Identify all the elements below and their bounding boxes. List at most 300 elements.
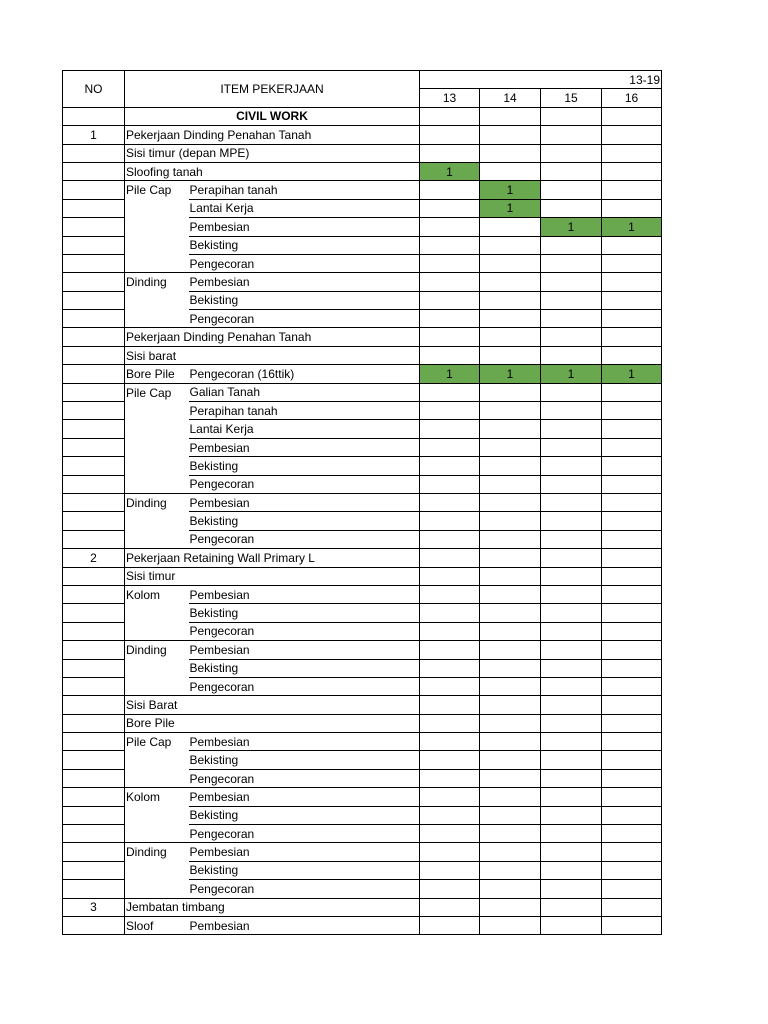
week-cell: [541, 438, 602, 456]
no-cell: [63, 585, 125, 603]
week-cell: [602, 236, 662, 254]
week-cell: [420, 788, 480, 806]
week-cell: [480, 236, 541, 254]
week-cell: [480, 733, 541, 751]
week-cell: [480, 861, 541, 879]
item-group-cell: [125, 677, 189, 695]
week-cell: [602, 714, 662, 732]
week-cell: [420, 457, 480, 475]
item-sub-cell: Pengecoran: [189, 310, 420, 328]
week-cell: [480, 567, 541, 585]
week-cell: [480, 659, 541, 677]
week-cell: [602, 126, 662, 144]
item-group-cell: [125, 402, 189, 420]
week-cell: [602, 346, 662, 364]
week-cell: [480, 420, 541, 438]
item-sub-cell: Pembesian: [189, 438, 420, 456]
item-group-cell: Pile Cap: [126, 385, 172, 400]
week-cell: [602, 769, 662, 787]
item-cell: Pekerjaan Retaining Wall Primary L: [125, 549, 420, 567]
week-header: 14: [480, 89, 541, 107]
week-cell: [480, 622, 541, 640]
no-cell: [63, 199, 125, 217]
item-cell: Jembatan timbang: [125, 898, 420, 916]
week-cell: [602, 916, 662, 934]
item-sub-cell: Pembesian: [189, 733, 420, 751]
week-cell: [602, 677, 662, 695]
week-cell: [420, 567, 480, 585]
table-row: [63, 475, 662, 493]
table-row: [63, 365, 662, 383]
week-cell: [480, 273, 541, 291]
table-row: [63, 438, 662, 456]
table-row: [63, 328, 662, 346]
item-group-cell: [125, 457, 189, 475]
item-sub-cell: Pembesian: [189, 843, 420, 861]
week-cell: [480, 788, 541, 806]
week-cell: [420, 714, 480, 732]
table-row: [63, 530, 662, 548]
item-group-cell: Pile Cap: [126, 735, 172, 749]
item-sub-cell: Bekisting: [189, 291, 420, 309]
item-group-cell: [125, 199, 189, 217]
table-row: [63, 659, 662, 677]
week-cell: [541, 714, 602, 732]
item-group-cell: Dinding: [126, 643, 167, 658]
week-cell: 1: [541, 218, 602, 236]
week-cell: [420, 825, 480, 843]
week-cell: [541, 641, 602, 659]
item-cell: Sisi barat: [125, 346, 420, 364]
week-cell: [602, 181, 662, 199]
week-cell: [602, 567, 662, 585]
item-group-cell: [125, 769, 189, 787]
no-cell: [63, 530, 125, 548]
table-row: [63, 641, 662, 659]
item-sub-cell: Bekisting: [189, 604, 420, 622]
item-cell: Pekerjaan Dinding Penahan Tanah: [125, 328, 420, 346]
week-cell: [541, 457, 602, 475]
table-row: [63, 181, 662, 199]
week-cell: [420, 696, 480, 714]
header-row-1: [63, 71, 662, 89]
item-sub-cell: Pengecoran: [189, 677, 420, 695]
week-cell: [602, 328, 662, 346]
item-sub-cell: Bekisting: [189, 236, 420, 254]
week-cell: [602, 199, 662, 217]
item-sub-cell: Pengecoran: [189, 254, 420, 272]
table-row: [63, 420, 662, 438]
table-row: [63, 861, 662, 879]
no-cell: [63, 512, 125, 530]
item-sub-cell: Pengecoran: [189, 530, 420, 548]
week-cell: [602, 843, 662, 861]
week-cell: [602, 512, 662, 530]
table-row: [63, 769, 662, 787]
week-cell: [602, 310, 662, 328]
week-cell: [541, 843, 602, 861]
item-cell: Pekerjaan Dinding Penahan Tanah: [125, 126, 420, 144]
table-row: [63, 898, 662, 916]
table-row: [63, 493, 662, 511]
item-group-cell: Kolom: [126, 587, 161, 602]
item-group-cell: [125, 420, 189, 438]
no-cell: [63, 604, 125, 622]
table-row: [63, 751, 662, 769]
table-row: [63, 383, 662, 401]
week-cell: [541, 677, 602, 695]
week-cell: [420, 677, 480, 695]
week-cell: [480, 916, 541, 934]
schedule-table: [62, 70, 662, 935]
section-title: CIVIL WORK: [125, 107, 420, 125]
week-cell: [541, 788, 602, 806]
week-cell: [420, 273, 480, 291]
no-cell: [63, 843, 125, 861]
table-row: [63, 733, 662, 751]
item-sub-cell: Pembesian: [189, 641, 420, 659]
week-cell: [541, 475, 602, 493]
no-cell: [63, 402, 125, 420]
week-cell: [602, 585, 662, 603]
week-cell: [541, 402, 602, 420]
week-cell: [602, 291, 662, 309]
item-group-cell: [125, 806, 189, 824]
week-cell: [420, 346, 480, 364]
item-sub-cell: Pembesian: [189, 493, 420, 511]
week-cell: [541, 328, 602, 346]
week-cell: [541, 144, 602, 162]
week-cell: [541, 751, 602, 769]
table-row: [63, 126, 662, 144]
week-cell: [602, 659, 662, 677]
week-cell: [602, 898, 662, 916]
table-row: [63, 291, 662, 309]
section-row: [63, 107, 662, 125]
week-cell: [602, 475, 662, 493]
week-cell: [480, 769, 541, 787]
item-cell: Sloofing tanah: [125, 162, 420, 180]
week-cell: [480, 696, 541, 714]
item-sub-cell: Lantai Kerja: [189, 420, 420, 438]
week-cell: [602, 788, 662, 806]
week-cell: [541, 420, 602, 438]
week-cell: [541, 254, 602, 272]
week-header: 15: [541, 89, 602, 107]
item-sub-cell: Pengecoran: [189, 880, 420, 898]
no-cell: [63, 346, 125, 364]
week-cell: [420, 916, 480, 934]
table-row: [63, 162, 662, 180]
item-sub-cell: Pembesian: [189, 788, 420, 806]
week-cell: [602, 825, 662, 843]
week-cell: [541, 346, 602, 364]
no-cell: [63, 273, 125, 291]
table-row: [63, 402, 662, 420]
week-cell: [541, 126, 602, 144]
week-cell: [420, 328, 480, 346]
item-group-cell: Dinding: [126, 845, 167, 860]
week-cell: [420, 291, 480, 309]
week-cell: [541, 199, 602, 217]
week-cell: [602, 144, 662, 162]
week-cell: [541, 898, 602, 916]
week-cell: [480, 218, 541, 236]
week-cell: [480, 512, 541, 530]
week-cell: [602, 604, 662, 622]
table-row: [63, 622, 662, 640]
table-row: [63, 567, 662, 585]
no-header: NO: [63, 71, 125, 108]
item-group-cell: [125, 622, 189, 640]
no-cell: [63, 365, 125, 383]
week-cell: [602, 733, 662, 751]
week-cell: [480, 751, 541, 769]
no-cell: [63, 641, 125, 659]
week-cell: [541, 769, 602, 787]
item-group-cell: [125, 880, 189, 898]
week-cell: [420, 402, 480, 420]
week-cell: 1: [602, 365, 662, 383]
item-sub-cell: Bekisting: [189, 457, 420, 475]
week-cell: [602, 641, 662, 659]
week-cell: [480, 641, 541, 659]
no-cell: [63, 457, 125, 475]
week-cell: [420, 751, 480, 769]
item-group-cell: [125, 530, 189, 548]
table-row: [63, 806, 662, 824]
item-group-cell: [125, 861, 189, 879]
no-cell: [63, 218, 125, 236]
week-cell: [541, 107, 602, 125]
week-cell: [541, 622, 602, 640]
week-cell: [420, 383, 480, 401]
week-cell: [480, 402, 541, 420]
week-cell: [420, 843, 480, 861]
item-group-cell: [125, 236, 189, 254]
week-cell: [420, 861, 480, 879]
week-cell: [602, 530, 662, 548]
no-cell: 2: [63, 549, 125, 567]
table-row: [63, 549, 662, 567]
week-cell: [420, 769, 480, 787]
week-cell: [541, 916, 602, 934]
table-row: [63, 346, 662, 364]
week-cell: [420, 898, 480, 916]
table-row: [63, 788, 662, 806]
week-cell: [602, 420, 662, 438]
item-sub-cell: Bekisting: [189, 659, 420, 677]
week-cell: 1: [480, 181, 541, 199]
week-cell: [420, 641, 480, 659]
week-cell: 1: [420, 162, 480, 180]
table-row: [63, 585, 662, 603]
item-group-cell: [125, 825, 189, 843]
week-cell: [480, 438, 541, 456]
week-cell: [541, 236, 602, 254]
table-row: [63, 144, 662, 162]
no-cell: [63, 162, 125, 180]
week-cell: [602, 549, 662, 567]
week-cell: [420, 622, 480, 640]
item-sub-cell: Bekisting: [189, 512, 420, 530]
item-group-cell: [125, 659, 189, 677]
week-cell: [420, 236, 480, 254]
no-cell: [63, 420, 125, 438]
week-cell: [541, 549, 602, 567]
item-group-cell: [125, 218, 189, 236]
week-cell: [602, 493, 662, 511]
schedule-body: [63, 71, 662, 935]
week-cell: [541, 806, 602, 824]
no-cell: [63, 916, 125, 934]
week-cell: [602, 880, 662, 898]
week-cell: [420, 604, 480, 622]
no-cell: [63, 751, 125, 769]
week-cell: [602, 402, 662, 420]
week-cell: 1: [420, 365, 480, 383]
no-cell: [63, 733, 125, 751]
table-row: [63, 512, 662, 530]
week-cell: [420, 126, 480, 144]
week-cell: [480, 162, 541, 180]
week-cell: [480, 677, 541, 695]
item-group-cell: Kolom: [126, 790, 161, 805]
item-cell: Bore Pile: [125, 714, 420, 732]
table-row: [63, 457, 662, 475]
no-cell: [63, 880, 125, 898]
week-cell: [541, 493, 602, 511]
no-cell: [63, 254, 125, 272]
week-cell: [480, 457, 541, 475]
week-cell: [541, 512, 602, 530]
no-cell: [63, 696, 125, 714]
week-cell: [602, 861, 662, 879]
week-cell: [480, 144, 541, 162]
item-group-cell: Bore Pile: [125, 365, 189, 383]
no-cell: [63, 622, 125, 640]
week-cell: [541, 162, 602, 180]
week-header: 16: [602, 89, 662, 107]
no-cell: [63, 659, 125, 677]
week-cell: [420, 806, 480, 824]
item-group-cell: [125, 751, 189, 769]
week-cell: [480, 898, 541, 916]
no-cell: [63, 769, 125, 787]
week-cell: [480, 310, 541, 328]
no-cell: [63, 291, 125, 309]
item-sub-cell: Lantai Kerja: [189, 199, 420, 217]
week-cell: [480, 254, 541, 272]
week-cell: [420, 659, 480, 677]
week-cell: [420, 438, 480, 456]
item-sub-cell: Bekisting: [189, 806, 420, 824]
item-sub-cell: Pembesian: [189, 273, 420, 291]
week-cell: [420, 420, 480, 438]
item-sub-cell: Pengecoran: [189, 622, 420, 640]
week-cell: 1: [602, 218, 662, 236]
week-cell: [541, 567, 602, 585]
week-cell: 1: [480, 365, 541, 383]
no-cell: [63, 567, 125, 585]
week-cell: 1: [480, 199, 541, 217]
week-cell: [602, 273, 662, 291]
week-cell: [480, 549, 541, 567]
item-sub-cell: Pengecoran: [189, 825, 420, 843]
week-cell: [541, 291, 602, 309]
no-cell: [63, 181, 125, 199]
week-cell: [541, 696, 602, 714]
table-row: [63, 843, 662, 861]
item-header: ITEM PEKERJAAN: [125, 71, 420, 108]
no-cell: [63, 310, 125, 328]
week-cell: [420, 549, 480, 567]
item-group-cell: [125, 254, 189, 272]
item-sub-cell: Bekisting: [189, 751, 420, 769]
week-cell: [480, 493, 541, 511]
item-group-cell: Sloof: [125, 916, 189, 934]
table-row: [63, 714, 662, 732]
item-sub-cell: Pengecoran (16ttik): [189, 365, 420, 383]
table-row: [63, 236, 662, 254]
week-cell: [480, 585, 541, 603]
table-row: [63, 880, 662, 898]
no-cell: [63, 438, 125, 456]
no-cell: [63, 107, 125, 125]
week-cell: [541, 861, 602, 879]
item-sub-cell: Pengecoran: [189, 475, 420, 493]
item-sub-cell: Pembesian: [189, 585, 420, 603]
table-row: [63, 696, 662, 714]
week-cell: [420, 512, 480, 530]
table-row: [63, 916, 662, 934]
week-cell: [602, 457, 662, 475]
item-group-cell: Pile Cap: [126, 183, 172, 198]
item-sub-cell: Perapihan tanah: [189, 402, 420, 420]
week-cell: [480, 825, 541, 843]
week-cell: [420, 475, 480, 493]
item-cell: Sisi timur: [125, 567, 420, 585]
week-cell: [480, 328, 541, 346]
week-cell: [480, 604, 541, 622]
week-cell: [541, 273, 602, 291]
no-cell: 1: [63, 126, 125, 144]
week-cell: [602, 622, 662, 640]
item-group-cell: Dinding: [126, 495, 167, 510]
week-cell: [420, 181, 480, 199]
week-header: 13: [420, 89, 480, 107]
week-cell: [480, 291, 541, 309]
week-cell: [602, 254, 662, 272]
week-cell: [420, 733, 480, 751]
week-cell: [480, 126, 541, 144]
item-sub-cell: Perapihan tanah: [189, 181, 420, 199]
week-cell: [541, 604, 602, 622]
item-group-cell: [125, 310, 189, 328]
week-cell: [480, 714, 541, 732]
no-cell: [63, 677, 125, 695]
item-sub-cell: Bekisting: [189, 861, 420, 879]
week-cell: [420, 254, 480, 272]
item-group-cell: [125, 604, 189, 622]
table-row: [63, 604, 662, 622]
no-cell: [63, 788, 125, 806]
week-cell: [420, 493, 480, 511]
week-cell: [480, 107, 541, 125]
week-cell: [541, 825, 602, 843]
table-row: [63, 677, 662, 695]
week-cell: [541, 585, 602, 603]
